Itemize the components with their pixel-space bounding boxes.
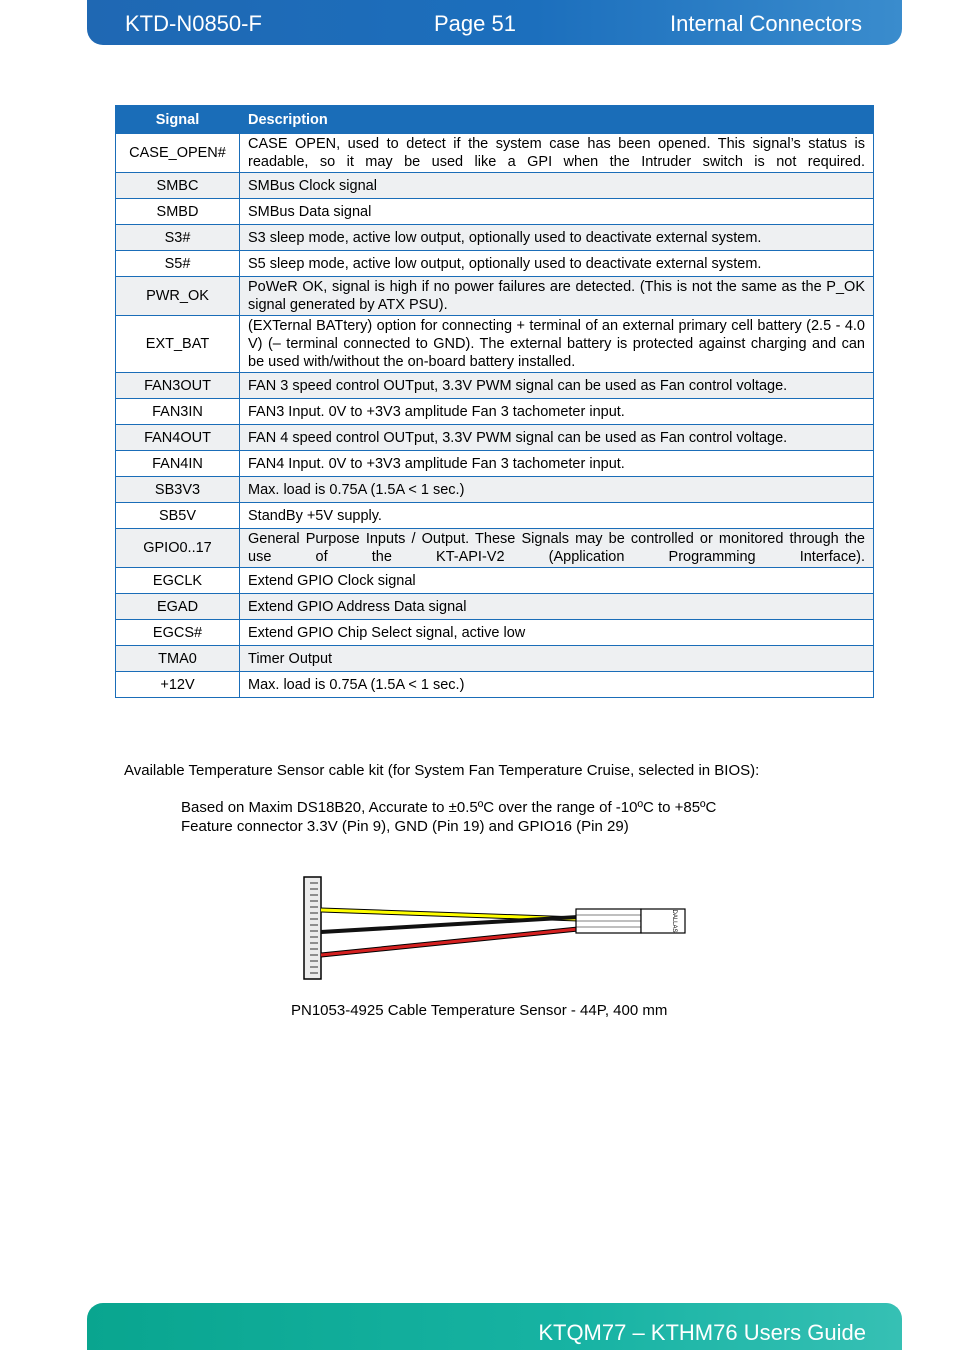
table-row (116, 173, 874, 199)
sensor-spec-line: Based on Maxim DS18B20, Accurate to ±0.5ºC over the range of -10ºC to +85ºC (181, 799, 717, 816)
table-row (116, 199, 874, 225)
sensor-brand-label: DALLAS (671, 909, 677, 933)
document-id: KTD-N0850-F (125, 11, 262, 36)
description-cell: SMBus Data signal (240, 199, 874, 225)
table-row (116, 373, 874, 399)
signal-cell: SB3V3 (116, 477, 240, 503)
description-cell: Max. load is 0.75A (1.5A < 1 sec.) (240, 672, 874, 698)
description-cell: StandBy +5V supply. (240, 503, 874, 529)
table-row (116, 594, 874, 620)
guide-title: KTQM77 – KTHM76 Users Guide (538, 1320, 866, 1345)
signal-cell: SMBC (116, 173, 240, 199)
signal-cell: FAN4IN (116, 451, 240, 477)
column-header-description: Description (240, 106, 874, 134)
wire-red (321, 929, 578, 955)
wire-black (321, 917, 578, 932)
table-row (116, 134, 874, 173)
section-title: Internal Connectors (670, 11, 862, 36)
signal-cell: EGAD (116, 594, 240, 620)
sensor-kit-intro: Available Temperature Sensor cable kit (for System Fan Temperature Cruise, selected in BIOS): (124, 762, 760, 779)
table-row (116, 646, 874, 672)
description-cell: FAN 3 speed control OUTput, 3.3V PWM signal can be used as Fan control voltage. (240, 373, 874, 399)
description-cell: Timer Output (240, 646, 874, 672)
table-row (116, 399, 874, 425)
table-header-row (116, 106, 874, 134)
signal-table (115, 105, 874, 698)
signal-cell: S5# (116, 251, 240, 277)
table-row (116, 568, 874, 594)
table-row (116, 277, 874, 316)
page-header (87, 0, 902, 45)
feature-connector (304, 877, 321, 979)
description-cell: CASE OPEN, used to detect if the system case has been opened. This signal’s status is readable, so it may be used like a GPI when the Intruder switch is not required. (240, 134, 874, 173)
signal-cell: EGCLK (116, 568, 240, 594)
description-cell: (EXTernal BATtery) option for connecting + terminal of an external primary cell battery (2.5 - 4.0 V) (– terminal connected to GND). The external battery is protected against charging and can be used with/without the on-board battery installed. (240, 316, 874, 373)
description-cell: PoWeR OK, signal is high if no power failures are detected. (This is not the same as the P_OK signal generated by ATX PSU). (240, 277, 874, 316)
description-cell: Extend GPIO Chip Select signal, active low (240, 620, 874, 646)
signal-cell: FAN3IN (116, 399, 240, 425)
page-footer (87, 1303, 902, 1350)
table-row (116, 251, 874, 277)
table-row (116, 477, 874, 503)
table-row (116, 425, 874, 451)
signal-cell: TMA0 (116, 646, 240, 672)
table-row (116, 620, 874, 646)
sensor-pin-line: Feature connector 3.3V (Pin 9), GND (Pin 19) and GPIO16 (Pin 29) (181, 818, 629, 835)
description-cell: FAN3 Input. 0V to +3V3 amplitude Fan 3 tachometer input. (240, 399, 874, 425)
table-row (116, 451, 874, 477)
description-cell: Extend GPIO Clock signal (240, 568, 874, 594)
signal-cell: EGCS# (116, 620, 240, 646)
signal-cell: FAN4OUT (116, 425, 240, 451)
signal-cell: GPIO0..17 (116, 529, 240, 568)
description-cell: S5 sleep mode, active low output, optionally used to deactivate external system. (240, 251, 874, 277)
sensor-probe (641, 909, 685, 933)
table-row (116, 529, 874, 568)
description-cell: S3 sleep mode, active low output, optionally used to deactivate external system. (240, 225, 874, 251)
temperature-sensor-cable-illustration (300, 873, 690, 983)
signal-cell: S3# (116, 225, 240, 251)
table-row (116, 672, 874, 698)
description-cell: General Purpose Inputs / Output. These Signals may be controlled or monitored through the use of the KT-API-V2 (Application Programming Interface). (240, 529, 874, 568)
figure-caption: PN1053-4925 Cable Temperature Sensor - 44P, 400 mm (291, 1002, 668, 1019)
description-cell: FAN4 Input. 0V to +3V3 amplitude Fan 3 tachometer input. (240, 451, 874, 477)
signal-cell: SMBD (116, 199, 240, 225)
column-header-signal: Signal (116, 106, 240, 134)
signal-cell: SB5V (116, 503, 240, 529)
description-cell: Extend GPIO Address Data signal (240, 594, 874, 620)
signal-cell: EXT_BAT (116, 316, 240, 373)
description-cell: FAN 4 speed control OUTput, 3.3V PWM signal can be used as Fan control voltage. (240, 425, 874, 451)
description-cell: Max. load is 0.75A (1.5A < 1 sec.) (240, 477, 874, 503)
description-cell: SMBus Clock signal (240, 173, 874, 199)
page-number: Page 51 (434, 11, 516, 36)
signal-cell: CASE_OPEN# (116, 134, 240, 173)
signal-cell: +12V (116, 672, 240, 698)
signal-cell: FAN3OUT (116, 373, 240, 399)
signal-cell: PWR_OK (116, 277, 240, 316)
table-row (116, 225, 874, 251)
table-row (116, 316, 874, 373)
table-row (116, 503, 874, 529)
